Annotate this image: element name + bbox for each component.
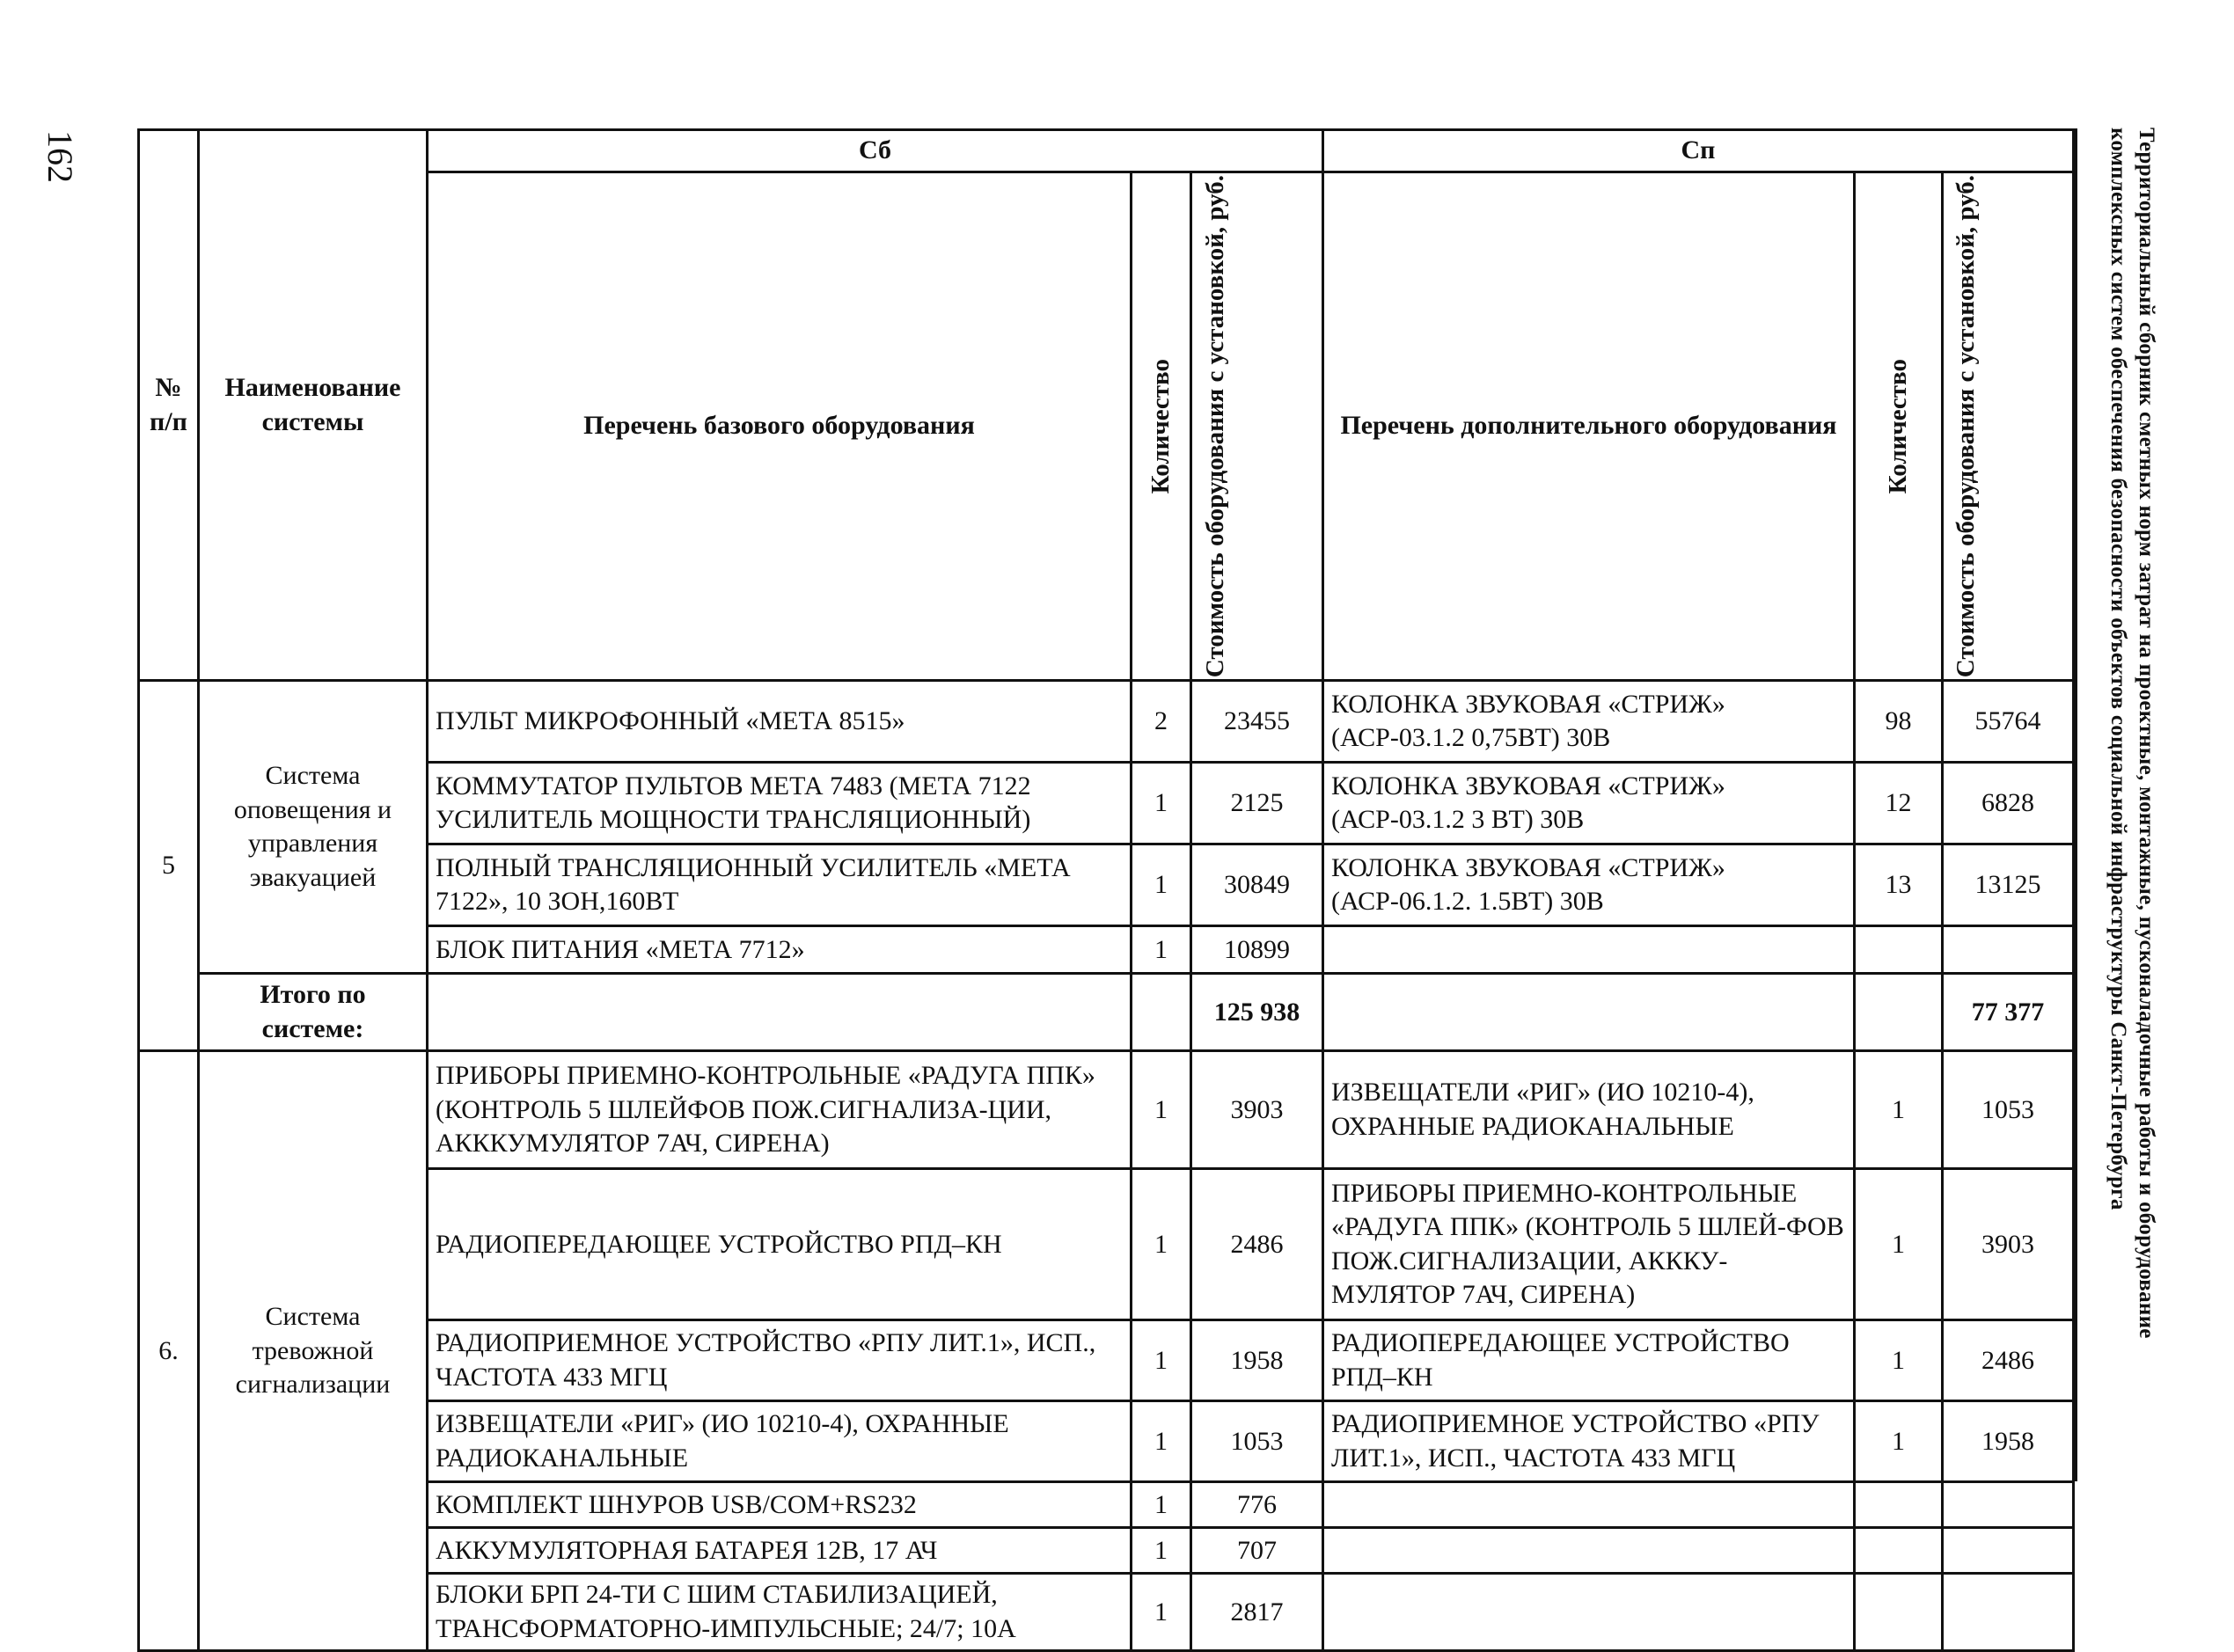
total-label: Итого по системе: (199, 974, 428, 1051)
base-cost: 23455 (1191, 681, 1323, 763)
base-qty: 1 (1132, 1051, 1191, 1169)
base-cost: 1958 (1191, 1320, 1323, 1401)
base-qty: 1 (1132, 763, 1191, 844)
extra-item: РАДИОПРИЕМНОЕ УСТРОЙСТВО «РПУ ЛИТ.1», ИСП., ЧАСТОТА 433 МГЦ (1323, 1401, 1855, 1482)
table-row (139, 844, 2074, 926)
extra-cost: 1958 (1943, 1401, 2074, 1482)
system-name: Система тревожной сигнализации (199, 1051, 428, 1651)
extra-qty (1855, 926, 1943, 974)
base-qty: 1 (1132, 1574, 1191, 1651)
system-num: 5 (139, 681, 199, 1051)
header-cost2-text: Стоимость оборудования с установкой, руб. (1952, 175, 1980, 678)
table-row (139, 763, 2074, 844)
table-row (139, 1401, 2074, 1482)
extra-item: ПРИБОРЫ ПРИЕМНО-КОНТРОЛЬНЫЕ «РАДУГА ППК» (КОНТРОЛЬ 5 ШЛЕЙ-ФОВ ПОЖ.СИГНАЛИЗАЦИИ, АКККУ-МУЛЯТОР 7АЧ, СИРЕНА) (1323, 1169, 1855, 1320)
system-num: 6. (139, 1051, 199, 1651)
extra-cost (1943, 926, 2074, 974)
base-cost: 10899 (1191, 926, 1323, 974)
base-qty: 1 (1132, 1528, 1191, 1574)
system-name: Система оповещения и управления эвакуацией (199, 681, 428, 974)
extra-item (1323, 926, 1855, 974)
table-row (139, 1320, 2074, 1401)
table-row (139, 926, 2074, 974)
extra-qty: 13 (1855, 844, 1943, 926)
extra-item: КОЛОНКА ЗВУКОВАЯ «СТРИЖ» (АСР-03.1.2 0,75ВТ) 30В (1323, 681, 1855, 763)
base-cost: 1053 (1191, 1401, 1323, 1482)
extra-qty: 1 (1855, 1051, 1943, 1169)
extra-qty: 1 (1855, 1401, 1943, 1482)
extra-cost: 1053 (1943, 1051, 2074, 1169)
running-header-line-1: Территориальный сборник сметных норм затрат на проектные, монтажные, пусконаладочные работы и оборудование (2135, 128, 2158, 1339)
base-item: КОММУТАТОР ПУЛЬТОВ МЕТА 7483 (МЕТА 7122 УСИЛИТЕЛЬ МОЩНОСТИ ТРАНСЛЯЦИОННЫЙ) (428, 763, 1132, 844)
extra-item (1323, 1528, 1855, 1574)
base-cost: 2125 (1191, 763, 1323, 844)
extra-qty (1855, 1482, 1943, 1528)
header-base-list: Перечень базового оборудования (428, 172, 1132, 681)
table-row (139, 1528, 2074, 1574)
empty-cell (428, 974, 1132, 1051)
header-system: Наименование системы (199, 130, 428, 681)
base-item: КОМПЛЕКТ ШНУРОВ USB/COM+RS232 (428, 1482, 1132, 1528)
running-header (2104, 128, 2160, 1339)
header-num: № п/п (139, 130, 199, 681)
base-item: БЛОК ПИТАНИЯ «МЕТА 7712» (428, 926, 1132, 974)
extra-item: КОЛОНКА ЗВУКОВАЯ «СТРИЖ» (АСР-03.1.2 3 ВТ) 30В (1323, 763, 1855, 844)
equipment-table (137, 128, 2075, 1652)
extra-qty: 1 (1855, 1320, 1943, 1401)
base-item: БЛОКИ БРП 24-ТИ С ШИМ СТАБИЛИЗАЦИЕЙ, ТРАНСФОРМАТОРНО-ИМПУЛЬСНЫЕ; 24/7; 10А (428, 1574, 1132, 1651)
base-qty: 1 (1132, 1482, 1191, 1528)
base-cost: 776 (1191, 1482, 1323, 1528)
running-header-line-2: комплексных систем обеспечения безопасности объектов социальной инфраструктуры Санкт-Петербурга (2106, 128, 2130, 1210)
base-item: ПОЛНЫЙ ТРАНСЛЯЦИОННЫЙ УСИЛИТЕЛЬ «МЕТА 7122», 10 ЗОН,160ВТ (428, 844, 1132, 926)
base-item: ИЗВЕЩАТЕЛИ «РИГ» (ИО 10210-4), ОХРАННЫЕ РАДИОКАНАЛЬНЫЕ (428, 1401, 1132, 1482)
header-sb: Сб (428, 130, 1323, 172)
base-qty: 1 (1132, 844, 1191, 926)
extra-qty: 12 (1855, 763, 1943, 844)
table-row (139, 1051, 2074, 1169)
extra-qty (1855, 1574, 1943, 1651)
extra-qty (1855, 1528, 1943, 1574)
header-cost2 (1943, 172, 2074, 681)
table-row (139, 1169, 2074, 1320)
base-item: РАДИОПЕРЕДАЮЩЕЕ УСТРОЙСТВО РПД–КН (428, 1169, 1132, 1320)
extra-item (1323, 1482, 1855, 1528)
base-qty: 1 (1132, 926, 1191, 974)
extra-qty: 98 (1855, 681, 1943, 763)
base-cost: 2817 (1191, 1574, 1323, 1651)
header-cost-text: Стоимость оборудования с установкой, руб. (1200, 175, 1229, 678)
extra-cost: 13125 (1943, 844, 2074, 926)
extra-item: РАДИОПЕРЕДАЮЩЕЕ УСТРОЙСТВО РПД–КН (1323, 1320, 1855, 1401)
empty-cell (1132, 974, 1191, 1051)
base-qty: 1 (1132, 1320, 1191, 1401)
base-item: ПРИБОРЫ ПРИЕМНО-КОНТРОЛЬНЫЕ «РАДУГА ППК» (КОНТРОЛЬ 5 ШЛЕЙФОВ ПОЖ.СИГНАЛИЗА-ЦИИ, АКККУМУЛЯТОР 7АЧ, СИРЕНА) (428, 1051, 1132, 1169)
extra-item (1323, 1574, 1855, 1651)
base-qty: 2 (1132, 681, 1191, 763)
extra-cost: 2486 (1943, 1320, 2074, 1401)
base-qty: 1 (1132, 1169, 1191, 1320)
extra-cost (1943, 1482, 2074, 1528)
header-extra-list: Перечень дополнительного оборудования (1323, 172, 1855, 681)
base-cost: 30849 (1191, 844, 1323, 926)
base-item: АККУМУЛЯТОРНАЯ БАТАРЕЯ 12В, 17 АЧ (428, 1528, 1132, 1574)
base-item: РАДИОПРИЕМНОЕ УСТРОЙСТВО «РПУ ЛИТ.1», ИСП., ЧАСТОТА 433 МГЦ (428, 1320, 1132, 1401)
header-qty-text: Количество (1146, 358, 1176, 494)
empty-cell (1855, 974, 1943, 1051)
base-cost: 707 (1191, 1528, 1323, 1574)
header-cost (1191, 172, 1323, 681)
base-item: ПУЛЬТ МИКРОФОННЫЙ «МЕТА 8515» (428, 681, 1132, 763)
total-extra-cost: 77 377 (1943, 974, 2074, 1051)
extra-item: КОЛОНКА ЗВУКОВАЯ «СТРИЖ» (АСР-06.1.2. 1.5ВТ) 30В (1323, 844, 1855, 926)
extra-qty: 1 (1855, 1169, 1943, 1320)
extra-cost: 3903 (1943, 1169, 2074, 1320)
base-cost: 3903 (1191, 1051, 1323, 1169)
header-qty2-text: Количество (1884, 358, 1913, 494)
total-row (139, 974, 2074, 1051)
page-number: 162 (40, 130, 80, 183)
table-row (139, 1574, 2074, 1651)
total-base-cost: 125 938 (1191, 974, 1323, 1051)
table-row (139, 681, 2074, 763)
extra-cost (1943, 1574, 2074, 1651)
base-cost: 2486 (1191, 1169, 1323, 1320)
extra-cost: 55764 (1943, 681, 2074, 763)
header-sp: Сп (1323, 130, 2074, 172)
table-row (139, 1482, 2074, 1528)
header-rule (2075, 128, 2077, 1481)
extra-item: ИЗВЕЩАТЕЛИ «РИГ» (ИО 10210-4), ОХРАННЫЕ РАДИОКАНАЛЬНЫЕ (1323, 1051, 1855, 1169)
header-qty2 (1855, 172, 1943, 681)
empty-cell (1323, 974, 1855, 1051)
base-qty: 1 (1132, 1401, 1191, 1482)
header-qty (1132, 172, 1191, 681)
extra-cost: 6828 (1943, 763, 2074, 844)
extra-cost (1943, 1528, 2074, 1574)
